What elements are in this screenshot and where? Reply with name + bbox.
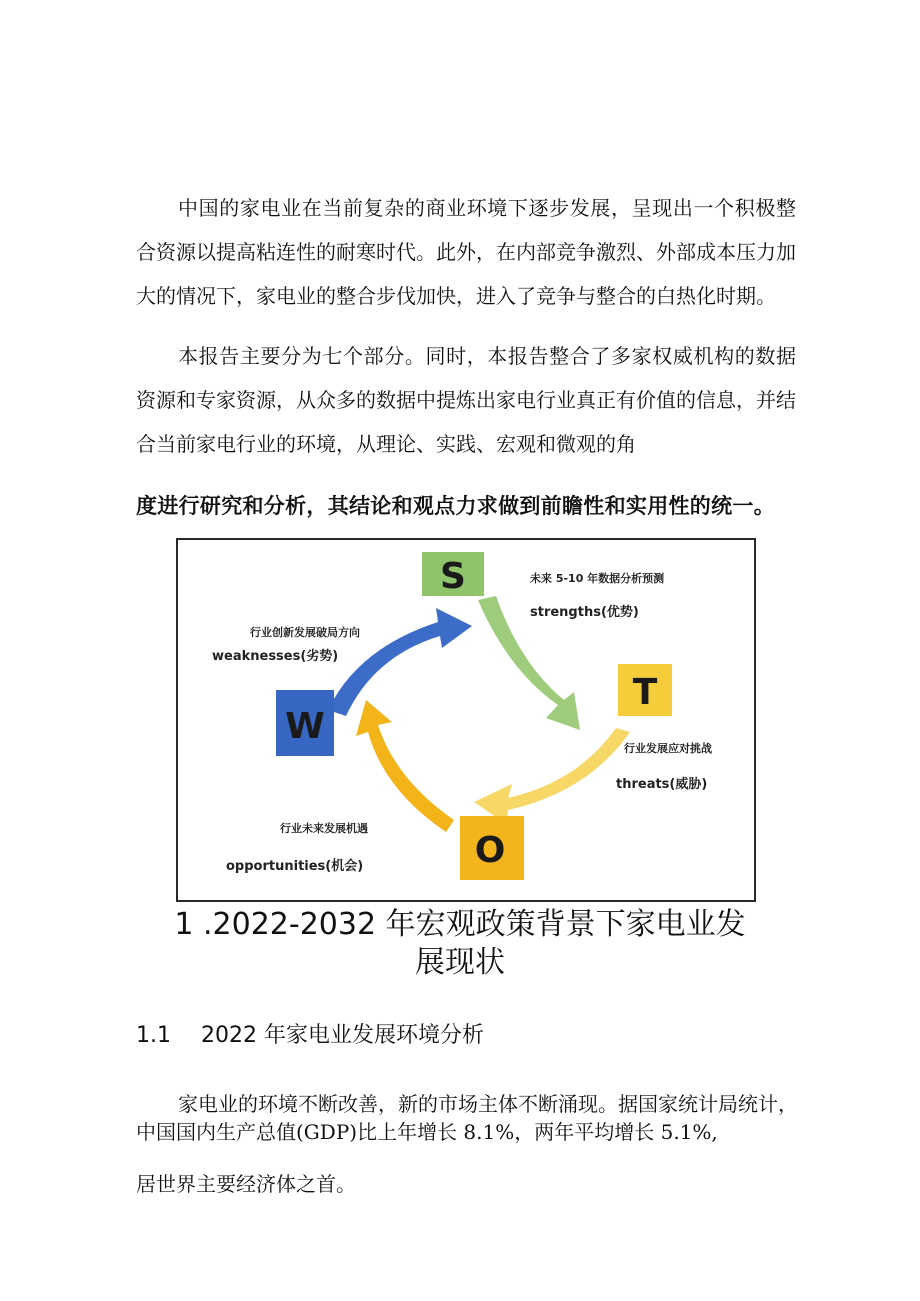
o-letter: O	[474, 830, 506, 871]
heading-1-line-2: 展现状	[415, 945, 505, 980]
arrow-t-to-o	[474, 728, 630, 824]
heading-2	[136, 1018, 484, 1049]
o-label-cn: 行业未来发展机遇	[280, 822, 368, 835]
s-label-en: strengths(优势)	[530, 605, 639, 620]
w-label-cn: 行业创新发展破局方向	[250, 626, 360, 639]
heading-2-number: 1.1	[136, 1023, 171, 1048]
s-label-cn: 未来 5-10 年数据分析预测	[530, 572, 665, 585]
o-label-en: opportunities(机会)	[226, 859, 364, 874]
body-line-1: 家电业的环境不断改善，新的市场主体不断涌现。据国家统计局统计，	[178, 1092, 798, 1116]
w-label-en: weaknesses(劣势)	[212, 649, 339, 664]
heading-1-line-1: 1 .2022-2032 年宏观政策背景下家电业发	[174, 907, 746, 942]
body-line-3: 居世界主要经济体之首。	[136, 1172, 356, 1196]
arrow-o-to-w	[356, 700, 454, 832]
t-letter: T	[632, 672, 658, 713]
t-label-cn: 行业发展应对挑战	[624, 742, 712, 755]
swot-diagram	[178, 540, 754, 900]
body-line-2: 中国国内生产总值(GDP)比上年增长 8.1%，两年平均增长 5.1%,	[136, 1120, 718, 1144]
swot-figure	[176, 538, 756, 902]
w-letter: W	[285, 706, 325, 747]
intro-paragraph-2-tail: 度进行研究和分析，其结论和观点力求做到前瞻性和实用性的统一。	[136, 493, 775, 518]
s-letter: S	[440, 556, 466, 597]
intro-paragraph-1: 中国的家电业在当前复杂的商业环境下逐步发展，呈现出一个积极整合资源以提高粘连性的耐寒时代。此外，在内部竞争激烈、外部成本压力加大的情况下，家电业的整合步伐加快，进入了竞争与整合的白热化时期。	[136, 196, 796, 308]
arrow-w-to-s	[328, 608, 472, 716]
intro-paragraph-2: 本报告主要分为七个部分。同时，本报告整合了多家权威机构的数据资源和专家资源，从众多的数据中提炼出家电行业真正有价值的信息，并结合当前家电行业的环境，从理论、实践、宏观和微观的角	[136, 344, 796, 456]
heading-2-title: 2022 年家电业发展环境分析	[201, 1023, 484, 1048]
t-label-en: threats(威胁)	[616, 777, 708, 792]
